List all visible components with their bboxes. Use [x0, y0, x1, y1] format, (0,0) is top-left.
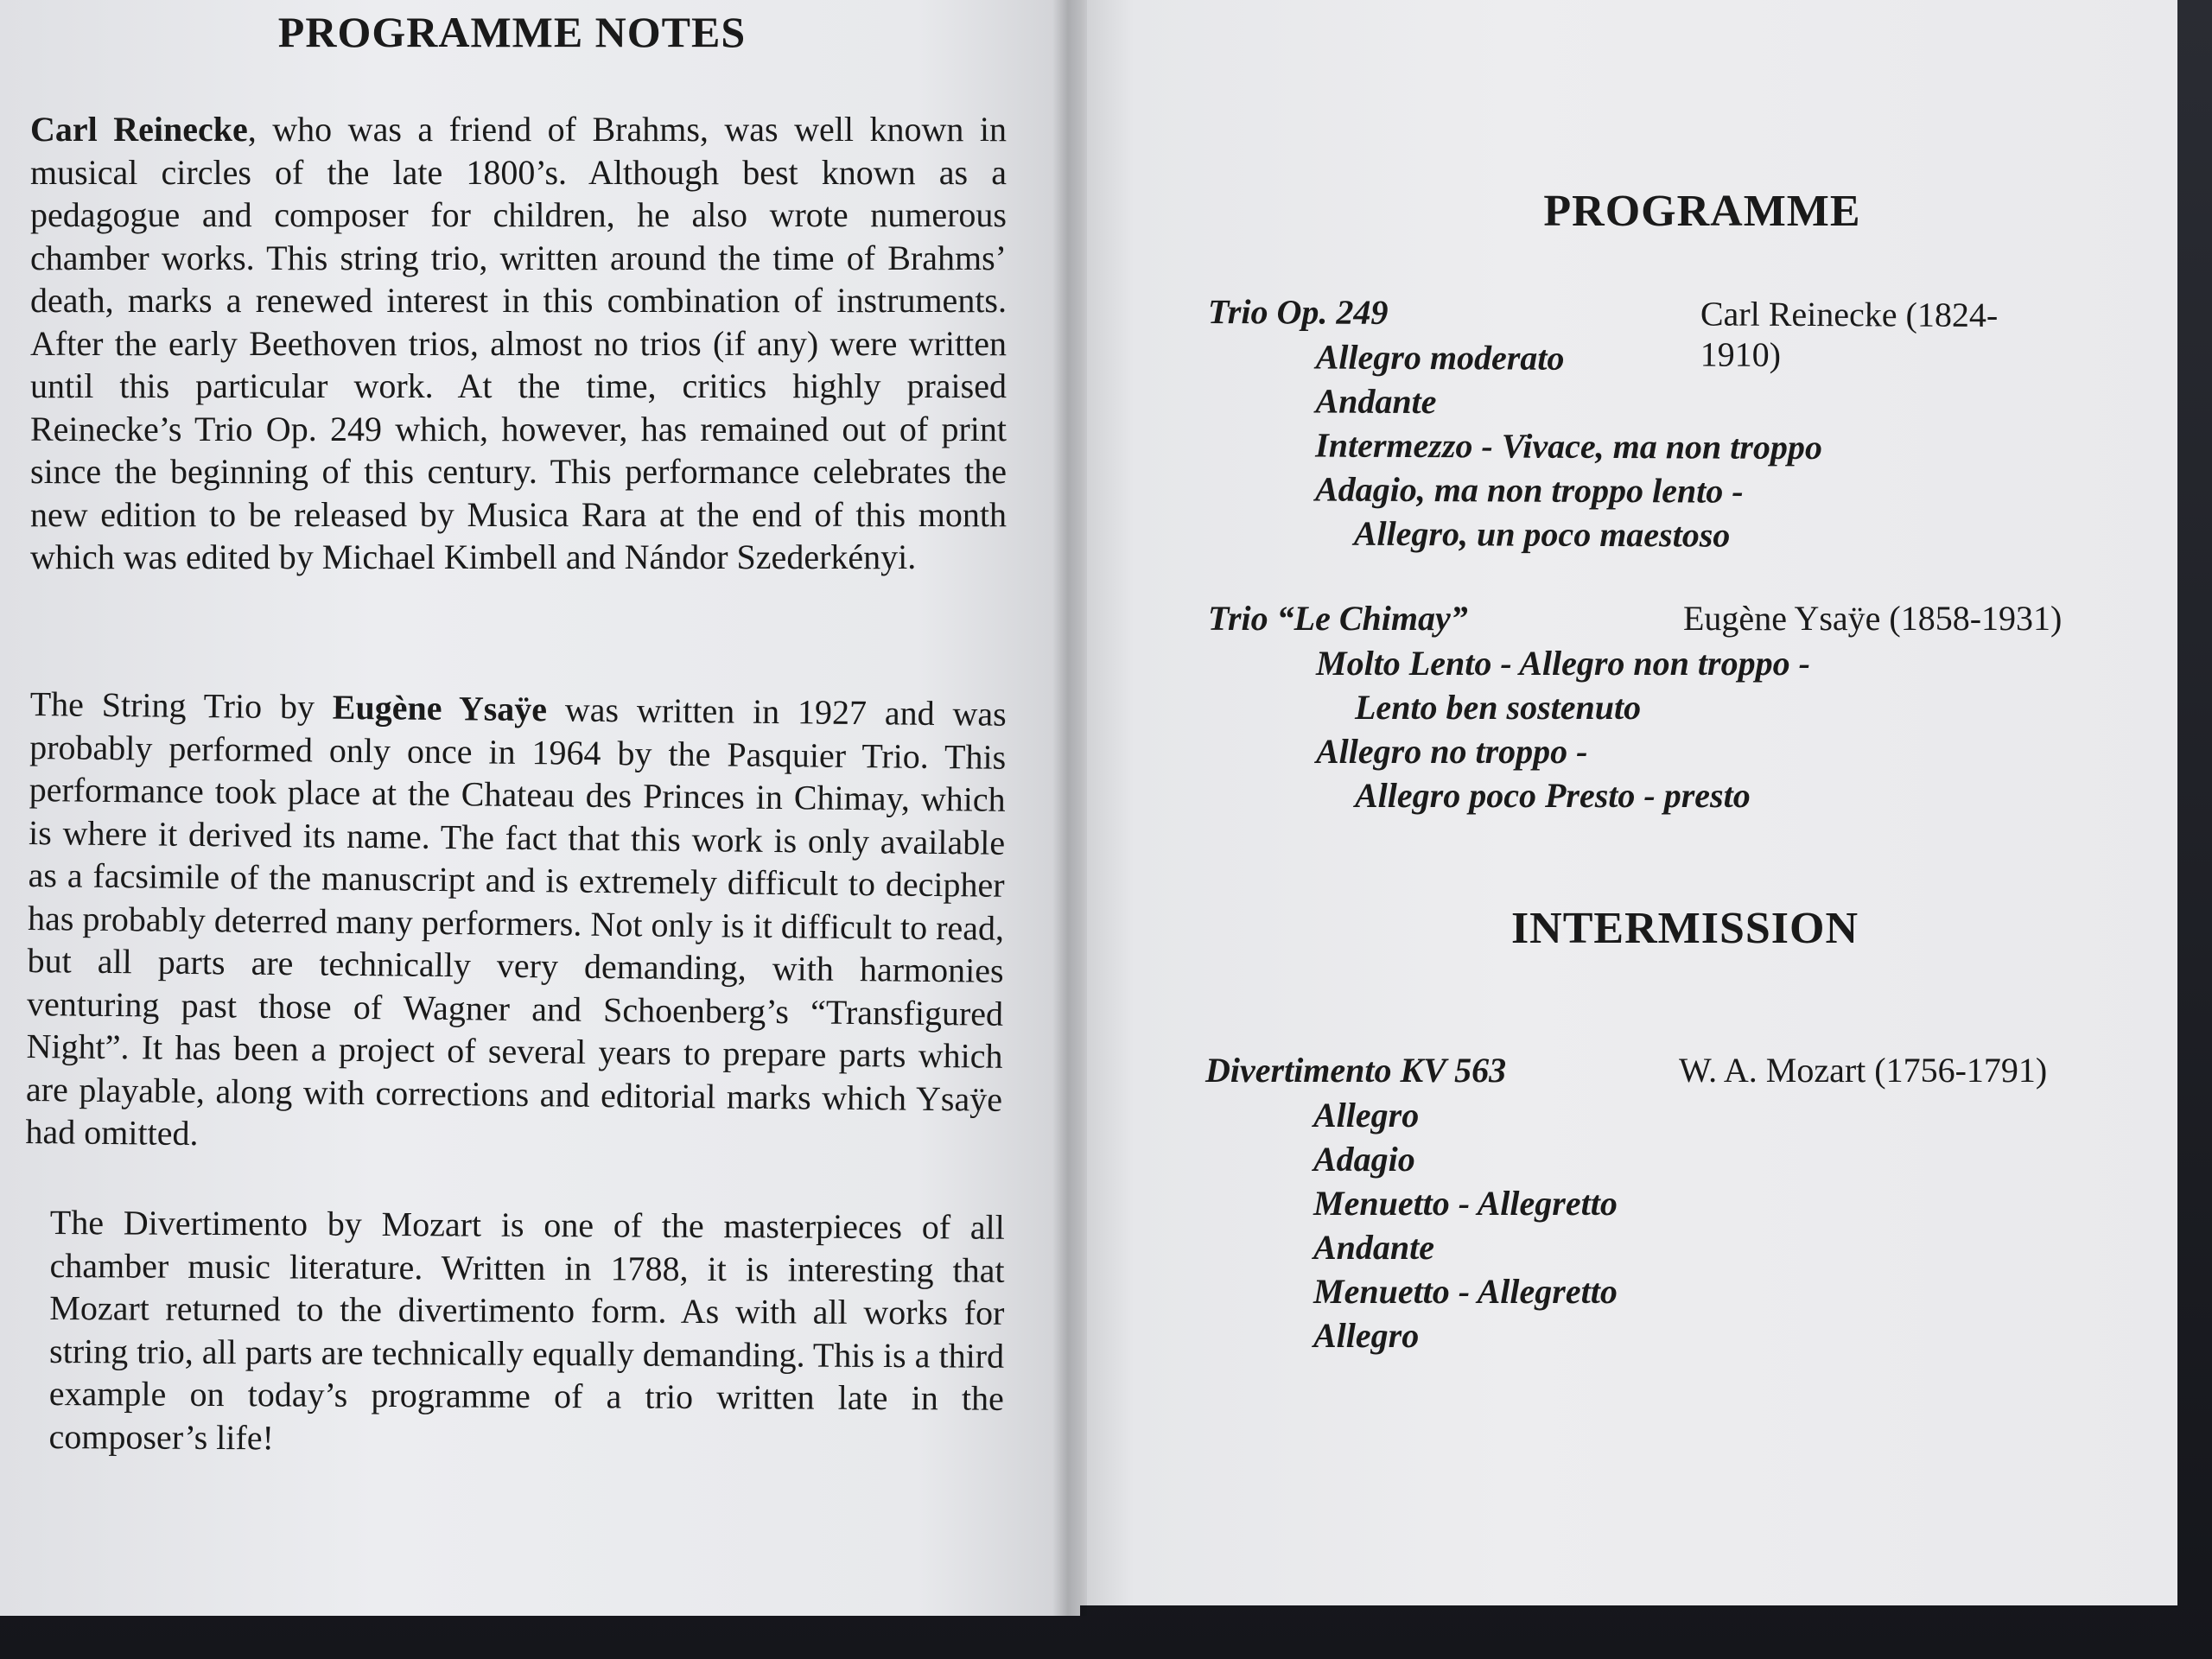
notes-paragraph-reinecke [30, 108, 1007, 579]
movement: Menuetto - Allegretto [1313, 1184, 1618, 1223]
paragraph-text-lead: The String Trio by [29, 683, 334, 727]
programme-work [1208, 598, 2072, 817]
movement: Allegro poco Presto - presto [1355, 776, 1751, 815]
work-title: Trio “Le Chimay” [1208, 599, 1468, 638]
work-composer: W. A. Mozart (1756-1791) [1679, 1051, 2048, 1090]
page-fold [1052, 0, 1087, 1616]
notes-paragraph-ysaye [25, 683, 1007, 1163]
movement: Intermezzo - Vivace, ma non troppo [1315, 425, 1823, 467]
movement: Adagio, ma non troppo lento - [1314, 469, 1744, 511]
paragraph-text: , who was a friend of Brahms, was well known in musical circles of the late 1800’s. Although best known as a pedagogue and composer for children, he also wrote numerous chamber works. This string trio, written around the time of Brahms’ death, marks a renewed interest in this combination of instruments. After the early Beethoven trios, almost no trios (if any) were written until this particular work. At the time, critics highly praised Reinecke’s Trio Op. 249 which, however, has remained out of print since the beginning of this century. This performance celebrates the new edition to be released by Musica Rara at the end of this month which was edited by Michael Kimbell and Nándor Szederkényi. [30, 110, 1007, 576]
programme-work [1205, 1050, 2069, 1357]
movement: Andante [1315, 381, 1437, 422]
composer-name: Eugène Ysaÿe [332, 687, 548, 729]
work-composer: Carl Reinecke (1824-1910) [1700, 294, 1999, 374]
work-title: Trio Op. 249 [1207, 292, 1389, 332]
paragraph-text: was written in 1927 and was probably performed only once in 1964 by the Pasquier Trio. This performance took place at the Chateau des Princes in Chimay, which is where it derived its name. The fact that this work is only available as a facsimile of the manuscript and is extremely difficult to decipher has probably deterred many performers. Not only is it difficult to read, but all parts are technically very demanding, with harmonies venturing past those of Wagner and Schoenberg’s “Transfigured Night”. It has been a project of several years to prepare parts which are playable, along with corrections and editorial marks which Ysaÿe had omitted. [25, 690, 1007, 1154]
movement: Adagio [1313, 1140, 1415, 1179]
movement: Allegro no troppo - [1316, 732, 1588, 771]
movement: Allegro [1313, 1316, 1420, 1355]
intermission-heading: INTERMISSION [1510, 904, 1859, 953]
movement: Allegro, un poco maestoso [1353, 513, 1731, 555]
movement: Andante [1313, 1228, 1435, 1267]
programme-work [1207, 291, 2072, 558]
movement: Lento ben sostenuto [1355, 688, 1642, 727]
notes-title: PROGRAMME NOTES [277, 8, 747, 56]
movement: Allegro [1313, 1096, 1420, 1135]
movement: Allegro moderato [1315, 337, 1565, 378]
programme-title: PROGRAMME [1543, 187, 1861, 236]
work-composer: Eugène Ysaÿe (1858-1931) [1683, 599, 2063, 638]
notes-paragraph-mozart: The Divertimento by Mozart is one of the masterpieces of all chamber music literature. Written in 1788, it is interesting that Mozart returned to the divertimento form. As with all works for string trio, all parts are technically equally demanding. This is a third example on today’s programme of a trio written late in the composer’s life! [48, 1203, 1005, 1457]
movement: Menuetto - Allegretto [1313, 1272, 1618, 1311]
movement: Molto Lento - Allegro non troppo - [1316, 644, 1810, 683]
composer-name: Carl Reinecke [30, 110, 248, 149]
work-title: Divertimento KV 563 [1205, 1051, 1507, 1090]
